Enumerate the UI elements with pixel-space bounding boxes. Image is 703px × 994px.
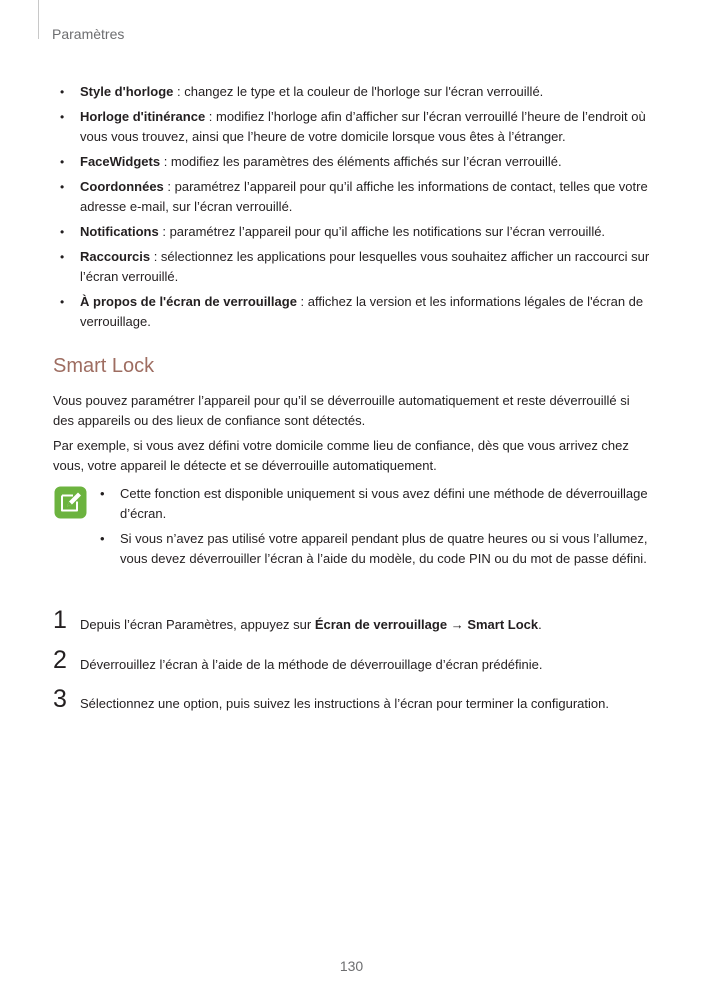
note-item <box>100 484 648 524</box>
list-item <box>60 247 660 287</box>
intro-paragraph: Vous pouvez paramétrer l’appareil pour qu’il se déverrouille automatiquement et reste déverrouillé si des appareils ou des lieux de confiance sont détectés. <box>53 393 630 428</box>
description: : modifiez l’horloge afin d’afficher sur l’écran verrouillé l’heure de l’endroit où vous vous trouvez, ainsi que l’heure de votre domicile lorsque vous êtes à l’étranger. <box>80 109 646 144</box>
section-title: Smart Lock <box>53 355 155 377</box>
header-divider <box>38 0 39 39</box>
note-text: Si vous n’avez pas utilisé votre appareil pendant plus de quatre heures ou si vous l’allumez, vous devez déverrouiller l’écran à l’aide du modèle, du code PIN ou du mot de passe défini. <box>120 531 648 566</box>
term: Raccourcis <box>80 249 151 264</box>
note-pencil-icon <box>54 486 87 519</box>
term: Horloge d'itinérance <box>80 109 206 124</box>
bullet-dot: • <box>60 110 65 124</box>
bullet-dot: • <box>60 155 65 169</box>
step-number: 3 <box>53 685 67 713</box>
step-text: Déverrouillez l’écran à l’aide de la méthode de déverrouillage d’écran prédéfinie. <box>80 657 543 672</box>
description: : paramétrez l’appareil pour qu’il affiche les informations de contact, telles que votre adresse e-mail, sur l’écran verrouillé. <box>80 179 648 214</box>
bullet-dot: • <box>100 486 105 501</box>
description: : sélectionnez les applications pour lesquelles vous souhaitez afficher un raccourci sur l’écran verrouillé. <box>80 249 650 284</box>
term: Notifications <box>80 224 159 239</box>
bullet-dot: • <box>100 531 105 546</box>
description: : modifiez les paramètres des éléments affichés sur l’écran verrouillé. <box>160 154 562 169</box>
step-2 <box>53 646 673 682</box>
example-paragraph: Par exemple, si vous avez défini votre domicile comme lieu de confiance, dès que vous arrivez chez vous, votre appareil le détecte et se déverrouille automatiquement. <box>53 438 629 473</box>
description: : changez le type et la couleur de l'horloge sur l'écran verrouillé. <box>173 84 544 99</box>
description: : affichez la version et les informations légales de l'écran de verrouillage. <box>80 294 644 329</box>
bullet-dot: • <box>60 250 65 264</box>
note-list <box>100 484 648 574</box>
list-item <box>60 292 660 332</box>
note-item <box>100 529 648 569</box>
bullet-dot: • <box>60 225 65 239</box>
bullet-dot: • <box>60 295 65 309</box>
term: Coordonnées <box>80 179 164 194</box>
list-item <box>60 82 660 102</box>
step-3 <box>53 685 673 721</box>
term: Style d'horloge <box>80 84 174 99</box>
description: : paramétrez l’appareil pour qu’il affiche les notifications sur l’écran verrouillé. <box>158 224 606 239</box>
step-number: 2 <box>53 646 67 674</box>
note-text: Cette fonction est disponible uniquement si vous avez défini une méthode de déverrouillage d’écran. <box>120 486 648 521</box>
bullet-dot: • <box>60 85 65 99</box>
term: FaceWidgets <box>80 154 161 169</box>
list-item <box>60 107 660 147</box>
step-text: Sélectionnez une option, puis suivez les instructions à l’écran pour terminer la configuration. <box>80 696 609 711</box>
lock-screen-options-list <box>60 82 660 337</box>
step-1 <box>53 606 673 642</box>
step-number: 1 <box>53 606 67 634</box>
list-item <box>60 152 660 172</box>
list-item <box>60 177 660 217</box>
bullet-dot: • <box>60 180 65 194</box>
list-item <box>60 222 660 242</box>
page-header: Paramètres <box>52 26 125 42</box>
term: À propos de l'écran de verrouillage <box>80 294 297 309</box>
step-text: Depuis l’écran Paramètres, appuyez sur Écran de verrouillage → Smart Lock. <box>80 617 542 632</box>
page-number: 130 <box>339 958 364 974</box>
